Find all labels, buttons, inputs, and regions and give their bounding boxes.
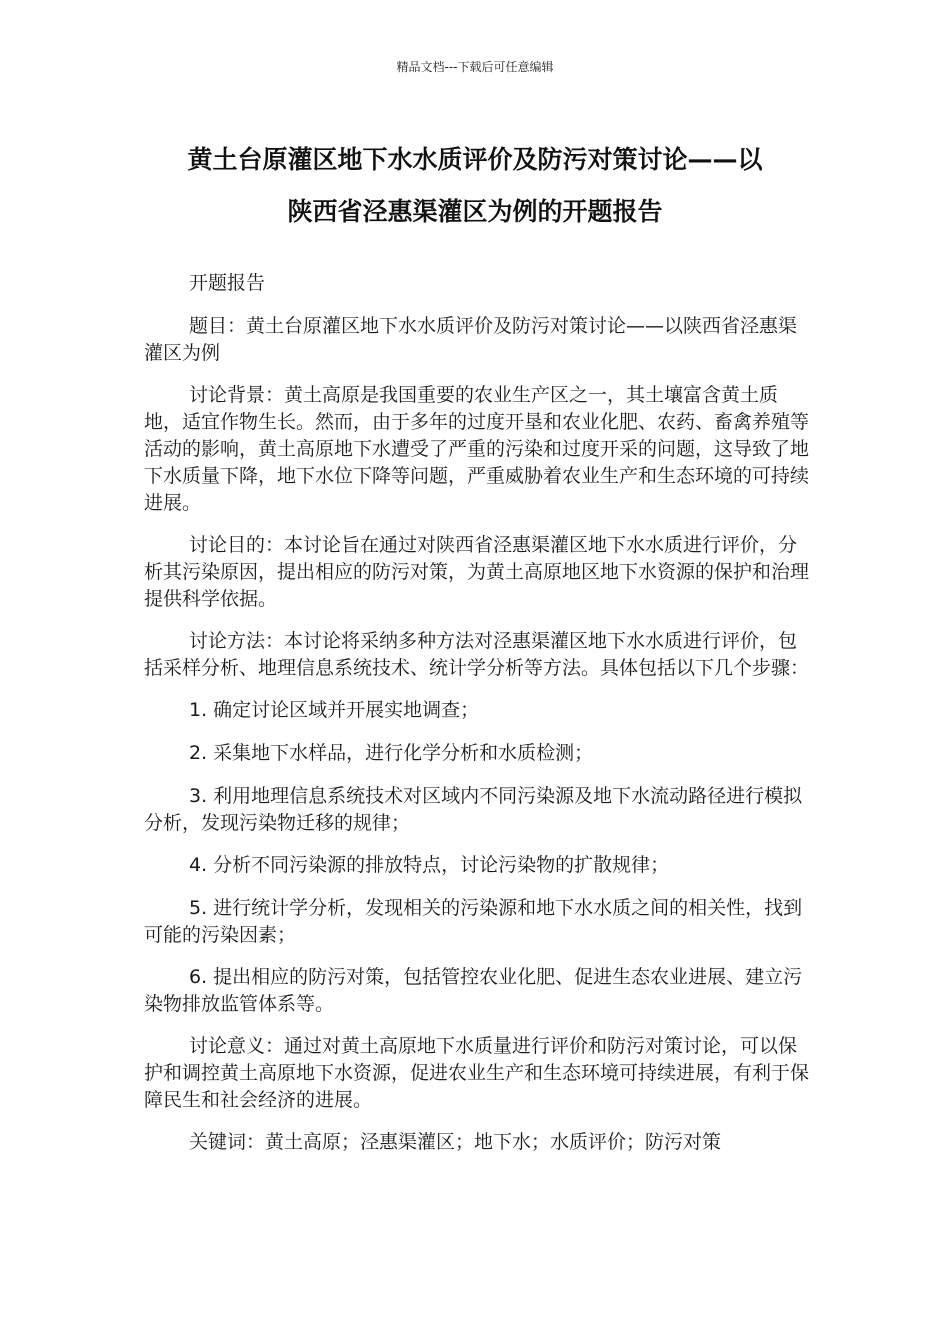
step-item: 4. 分析不同污染源的排放特点，讨论污染物的扩散规律； — [189, 854, 670, 876]
paragraph-background: 讨论背景：黄土高原是我国重要的农业生产区之一，其土壤富含黄土质地，适宜作物生长。然而，由于多年的过度开垦和农业化肥、农药、畜禽养殖等活动的影响，黄土高原地下水遭受了严重的污染和过度开采的问题，这导致了地下水质量下降，地下水位下降等问题，严重威胁着农业生产和生态环境的可持续进展。 — [144, 384, 810, 514]
paragraph-significance: 讨论意义：通过对黄土高原地下水质量进行评价和防污对策讨论，可以保护和调控黄土高原地下水资源，促进农业生产和生态环境可持续进展，有利于保障民生和社会经济的进展。 — [144, 1035, 810, 1111]
paragraph-topic: 题目：黄土台原灌区地下水水质评价及防污对策讨论——以陕西省泾惠渠灌区为例 — [144, 315, 798, 364]
header-note: 精品文档---下载后可任意编辑 — [396, 60, 554, 74]
paragraph-heading: 开题报告 — [189, 272, 266, 294]
step-item: 6. 提出相应的防污对策，包括管控农业化肥、促进生态农业进展、建立污染物排放监管体系等。 — [144, 966, 803, 1015]
step-item: 1. 确定讨论区域并开展实地调查； — [189, 699, 480, 721]
step-item: 5. 进行统计学分析，发现相关的污染源和地下水水质之间的相关性，找到可能的污染因素； — [144, 897, 803, 946]
paragraph-purpose: 讨论目的：本讨论旨在通过对陕西省泾惠渠灌区地下水水质进行评价，分析其污染原因，提出相应的防污对策，为黄土高原地区地下水资源的保护和治理提供科学依据。 — [144, 534, 810, 610]
step-item: 3. 利用地理信息系统技术对区域内不同污染源及地下水流动路径进行模拟分析，发现污染物迁移的规律； — [144, 785, 803, 834]
document-title — [130, 134, 820, 238]
title-line-1: 黄土台原灌区地下水水质评价及防污对策讨论——以 — [187, 145, 763, 174]
document-body — [144, 270, 812, 1172]
paragraph-method: 讨论方法：本讨论将采纳多种方法对泾惠渠灌区地下水水质进行评价，包括采样分析、地理信息系统技术、统计学分析等方法。具体包括以下几个步骤： — [144, 630, 810, 679]
step-item: 2. 采集地下水样品，进行化学分析和水质检测； — [189, 742, 594, 764]
paragraph-keywords: 关键词：黄土高原；泾惠渠灌区；地下水；水质评价；防污对策 — [189, 1131, 722, 1153]
title-line-2: 陕西省泾惠渠灌区为例的开题报告 — [287, 197, 663, 226]
